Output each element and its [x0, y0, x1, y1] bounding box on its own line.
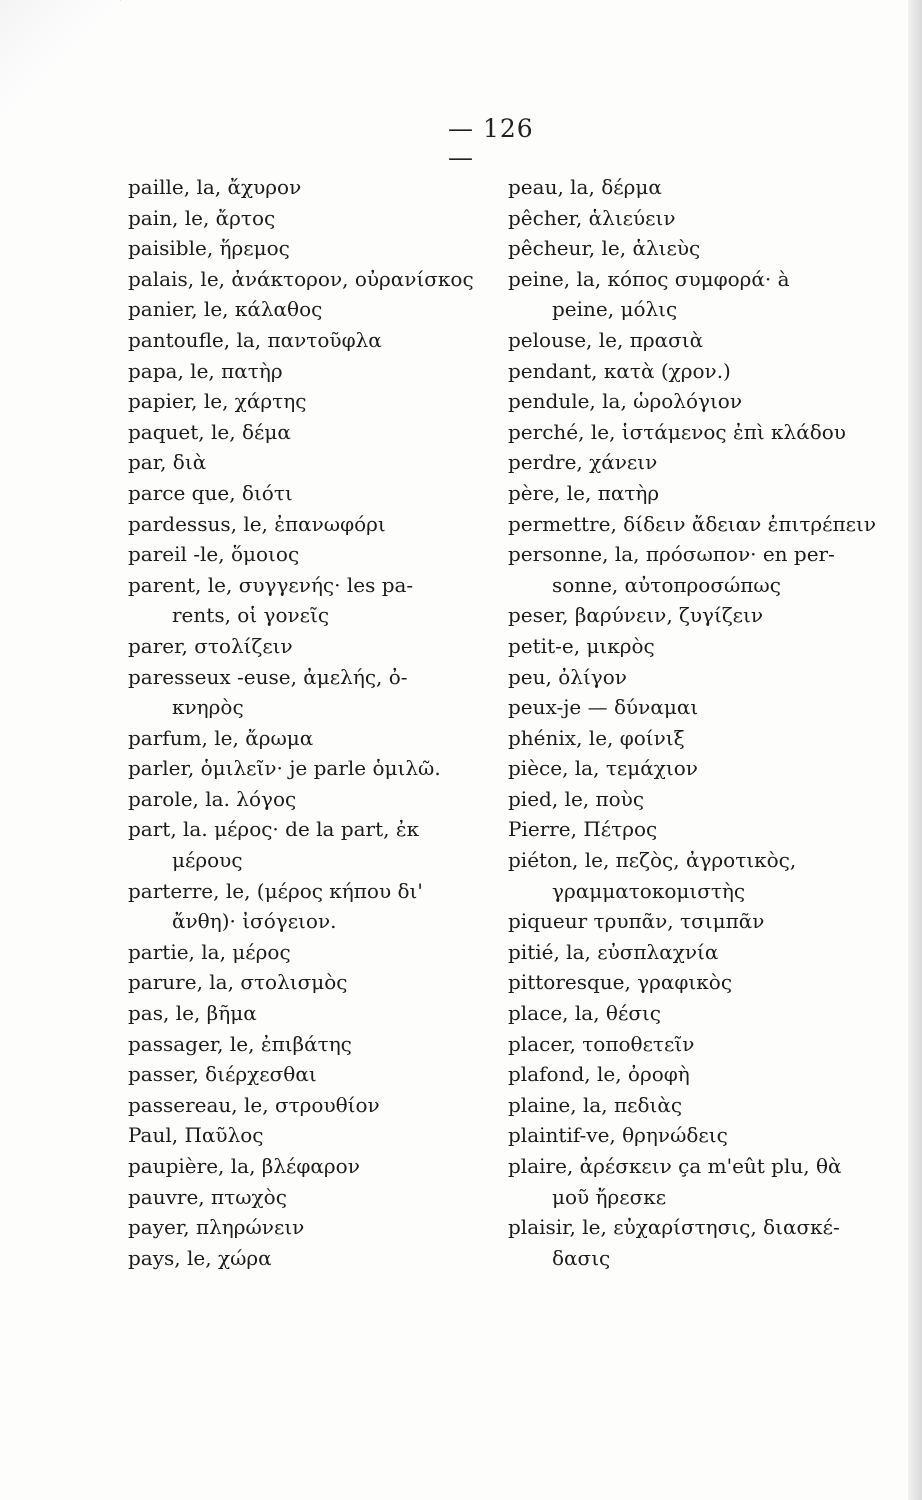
entry-text: peu, ὀλίγον	[508, 664, 627, 689]
entry-text: paupière, la, βλέφαρον	[128, 1154, 360, 1178]
entry-text: pièce, la, τεμάχιον	[508, 756, 698, 781]
folded-corner	[0, 0, 121, 130]
dictionary-entry	[508, 478, 888, 509]
entry-text: passereau, le, στρουθίον	[128, 1092, 380, 1117]
right-column	[508, 172, 888, 1273]
dictionary-entry	[128, 723, 498, 754]
entry-text: personne, la, πρόσωπον· en per-	[508, 542, 835, 567]
dictionary-entry	[128, 1059, 498, 1090]
entry-text: pardessus, le, ἐπανωφόρι	[128, 511, 386, 536]
entry-text: place, la, θέσις	[508, 1001, 662, 1026]
entry-text: pied, le, ποὺς	[508, 786, 645, 811]
dictionary-entry	[508, 172, 888, 203]
entry-text: plaire, ἀρέσκειν ça m'eût plu, θὰ	[508, 1154, 842, 1178]
entry-text: pitié, la, εὐσπλαχνία	[508, 939, 719, 964]
dictionary-entry	[508, 1151, 888, 1212]
dictionary-entry	[128, 753, 498, 784]
dictionary-entry	[508, 264, 888, 325]
dictionary-entry	[508, 845, 888, 906]
dictionary-entry	[128, 1182, 498, 1213]
dictionary-entry	[508, 814, 888, 845]
entry-text: pendule, la, ὡρολόγιον	[508, 389, 743, 414]
entry-text: paquet, le, δέμα	[128, 419, 291, 444]
dictionary-entry	[128, 814, 498, 875]
entry-text: pays, le, χώρα	[128, 1245, 272, 1270]
entry-text: plafond, le, ὀροφὴ	[508, 1062, 690, 1087]
entry-text: piqueur τρυπᾶν, τσιμπᾶν	[508, 909, 765, 934]
dictionary-entry	[508, 417, 888, 448]
entry-text: pêcher, ἁλιεύειν	[508, 205, 676, 230]
entry-text: petit-e, μικρὸς	[508, 633, 655, 658]
entry-text: piéton, le, πεζὸς, ἀγροτικὸς,	[508, 848, 797, 873]
dictionary-entry	[508, 906, 888, 937]
entry-text: parterre, le, (μέρος κήπου δι'	[128, 878, 423, 903]
dictionary-entry	[128, 539, 498, 570]
left-column	[128, 172, 498, 1273]
entry-text: papa, le, πατὴρ	[128, 358, 283, 383]
dictionary-entry	[508, 509, 888, 540]
entry-text: peser, βαρύνειν, ζυγίζειν	[508, 603, 764, 628]
page-edge-shadow	[908, 0, 922, 1500]
dictionary-entry	[128, 662, 498, 723]
dictionary-entry	[128, 937, 498, 968]
entry-text: parce que, διότι	[128, 480, 293, 505]
dictionary-entry	[128, 570, 498, 631]
dictionary-entry	[128, 447, 498, 478]
dictionary-entry	[128, 631, 498, 662]
entry-continuation: peine, μόλις	[552, 297, 678, 322]
dictionary-entry	[128, 967, 498, 998]
entry-text: phénix, le, φοίνιξ	[508, 725, 685, 750]
dictionary-entry	[128, 356, 498, 387]
entry-text: pêcheur, le, ἁλιεὺς	[508, 236, 701, 261]
dictionary-entry	[508, 998, 888, 1029]
dictionary-entry	[508, 539, 888, 600]
entry-text: peau, la, δέρμα	[508, 175, 662, 199]
dictionary-entry	[128, 998, 498, 1029]
dictionary-entry	[128, 784, 498, 815]
dictionary-entry	[128, 876, 498, 937]
dictionary-entry	[128, 172, 498, 203]
dictionary-entry	[508, 662, 888, 693]
entry-text: part, la. μέρος· de la part, ἐκ	[128, 817, 420, 842]
dictionary-entry	[128, 233, 498, 264]
entry-text: plaisir, le, εὐχαρίστησις, διασκέ-	[508, 1215, 840, 1240]
entry-text: pareil -le, ὅμοιος	[128, 542, 300, 567]
dictionary-entry	[508, 600, 888, 631]
entry-text: père, le, πατὴρ	[508, 480, 660, 505]
entry-text: panier, le, κάλαθος	[128, 297, 323, 322]
entry-text: perdre, χάνειν	[508, 450, 658, 475]
dictionary-entry	[128, 417, 498, 448]
dictionary-entry	[508, 1029, 888, 1060]
entry-text: parent, le, συγγενής· les pa-	[128, 572, 414, 597]
entry-text: peine, la, κόπος συμφορά· à	[508, 266, 790, 291]
dictionary-entry	[128, 1090, 498, 1121]
entry-text: plaintif-ve, θρηνώδεις	[508, 1123, 728, 1148]
entry-text: partie, la, μέρος	[128, 939, 291, 964]
entry-text: parfum, le, ἄρωμα	[128, 725, 314, 750]
entry-continuation: rents, οἱ γονεῖς	[172, 603, 330, 628]
entry-text: permettre, δίδειν ἄδειαν ἐπιτρέπειν	[508, 511, 877, 536]
dictionary-entry	[508, 233, 888, 264]
entry-continuation: μέρους	[172, 848, 243, 873]
dictionary-entry	[128, 386, 498, 417]
entry-continuation: μοῦ ἤρεσκε	[552, 1184, 667, 1209]
entry-continuation: κνηρὸς	[172, 695, 244, 720]
entry-text: papier, le, χάρτης	[128, 389, 307, 414]
dictionary-entry	[128, 325, 498, 356]
entry-text: palais, le, ἀνάκτορον, οὐρανίσκος	[128, 266, 474, 291]
dictionary-entry	[128, 1212, 498, 1243]
entry-text: pendant, κατὰ (χρον.)	[508, 358, 731, 383]
entry-continuation: δασις	[552, 1245, 611, 1270]
entry-text: paresseux -euse, ἀμελής, ὀ-	[128, 664, 408, 689]
entry-text: paille, la, ἄχυρον	[128, 175, 302, 199]
entry-text: plaine, la, πεδιὰς	[508, 1092, 683, 1117]
entry-text: payer, πληρώνειν	[128, 1215, 305, 1240]
dictionary-entry	[128, 264, 498, 295]
entry-continuation: sonne, αὐτοπροσώπως	[552, 572, 781, 597]
dictionary-entry	[128, 1151, 498, 1182]
dictionary-entry	[508, 1059, 888, 1090]
dictionary-entry	[508, 1120, 888, 1151]
dictionary-entry	[508, 753, 888, 784]
entry-text: paisible, ἥρεμος	[128, 236, 290, 261]
entry-text: pittoresque, γραφικὸς	[508, 970, 733, 995]
dictionary-entry	[128, 294, 498, 325]
entry-text: pain, le, ἄρτος	[128, 205, 276, 230]
entry-text: pas, le, βῆμα	[128, 1001, 257, 1026]
dictionary-entry	[508, 203, 888, 234]
entry-text: passer, διέρχεσθαι	[128, 1062, 317, 1087]
entry-text: Pierre, Πέτρος	[508, 817, 658, 842]
entry-text: peux-je — δύναμαι	[508, 695, 699, 720]
dictionary-entry	[508, 325, 888, 356]
dictionary-entry	[128, 1029, 498, 1060]
entry-text: parer, στολίζειν	[128, 633, 293, 658]
dictionary-entry	[508, 356, 888, 387]
dictionary-entry	[128, 1243, 498, 1274]
dictionary-entry	[508, 1212, 888, 1273]
dictionary-entry	[128, 509, 498, 540]
dictionary-entry	[508, 631, 888, 662]
dictionary-entry	[508, 784, 888, 815]
dictionary-entry	[508, 723, 888, 754]
entry-text: parler, ὁμιλεῖν· je parle ὁμιλῶ.	[128, 756, 441, 781]
dictionary-entry	[508, 386, 888, 417]
entry-text: parole, la. λόγος	[128, 786, 297, 811]
entry-text: perché, le, ἱστάμενος ἐπὶ κλάδου	[508, 419, 846, 444]
entry-text: Paul, Παῦλος	[128, 1123, 264, 1148]
page-number: — 126 —	[448, 114, 534, 172]
entry-text: passager, le, ἐπιβάτης	[128, 1031, 352, 1056]
entry-text: parure, la, στολισμὸς	[128, 970, 348, 995]
dictionary-entry	[128, 203, 498, 234]
dictionary-entry	[508, 447, 888, 478]
dictionary-entry	[128, 478, 498, 509]
entry-continuation: γραμματοκομιστὴς	[552, 878, 746, 903]
entry-continuation: ἄνθη)· ἰσόγειον.	[172, 909, 337, 934]
dictionary-entry	[508, 692, 888, 723]
entry-text: placer, τοποθετεῖν	[508, 1031, 695, 1056]
entry-text: par, διὰ	[128, 450, 207, 475]
entry-text: pantoufle, la, παντοῦφλα	[128, 327, 382, 352]
dictionary-entry	[508, 937, 888, 968]
dictionary-entry	[128, 1120, 498, 1151]
entry-text: pelouse, le, πρασιὰ	[508, 327, 704, 352]
entry-text: pauvre, πτωχὸς	[128, 1184, 287, 1209]
dictionary-entry	[508, 967, 888, 998]
dictionary-entry	[508, 1090, 888, 1121]
